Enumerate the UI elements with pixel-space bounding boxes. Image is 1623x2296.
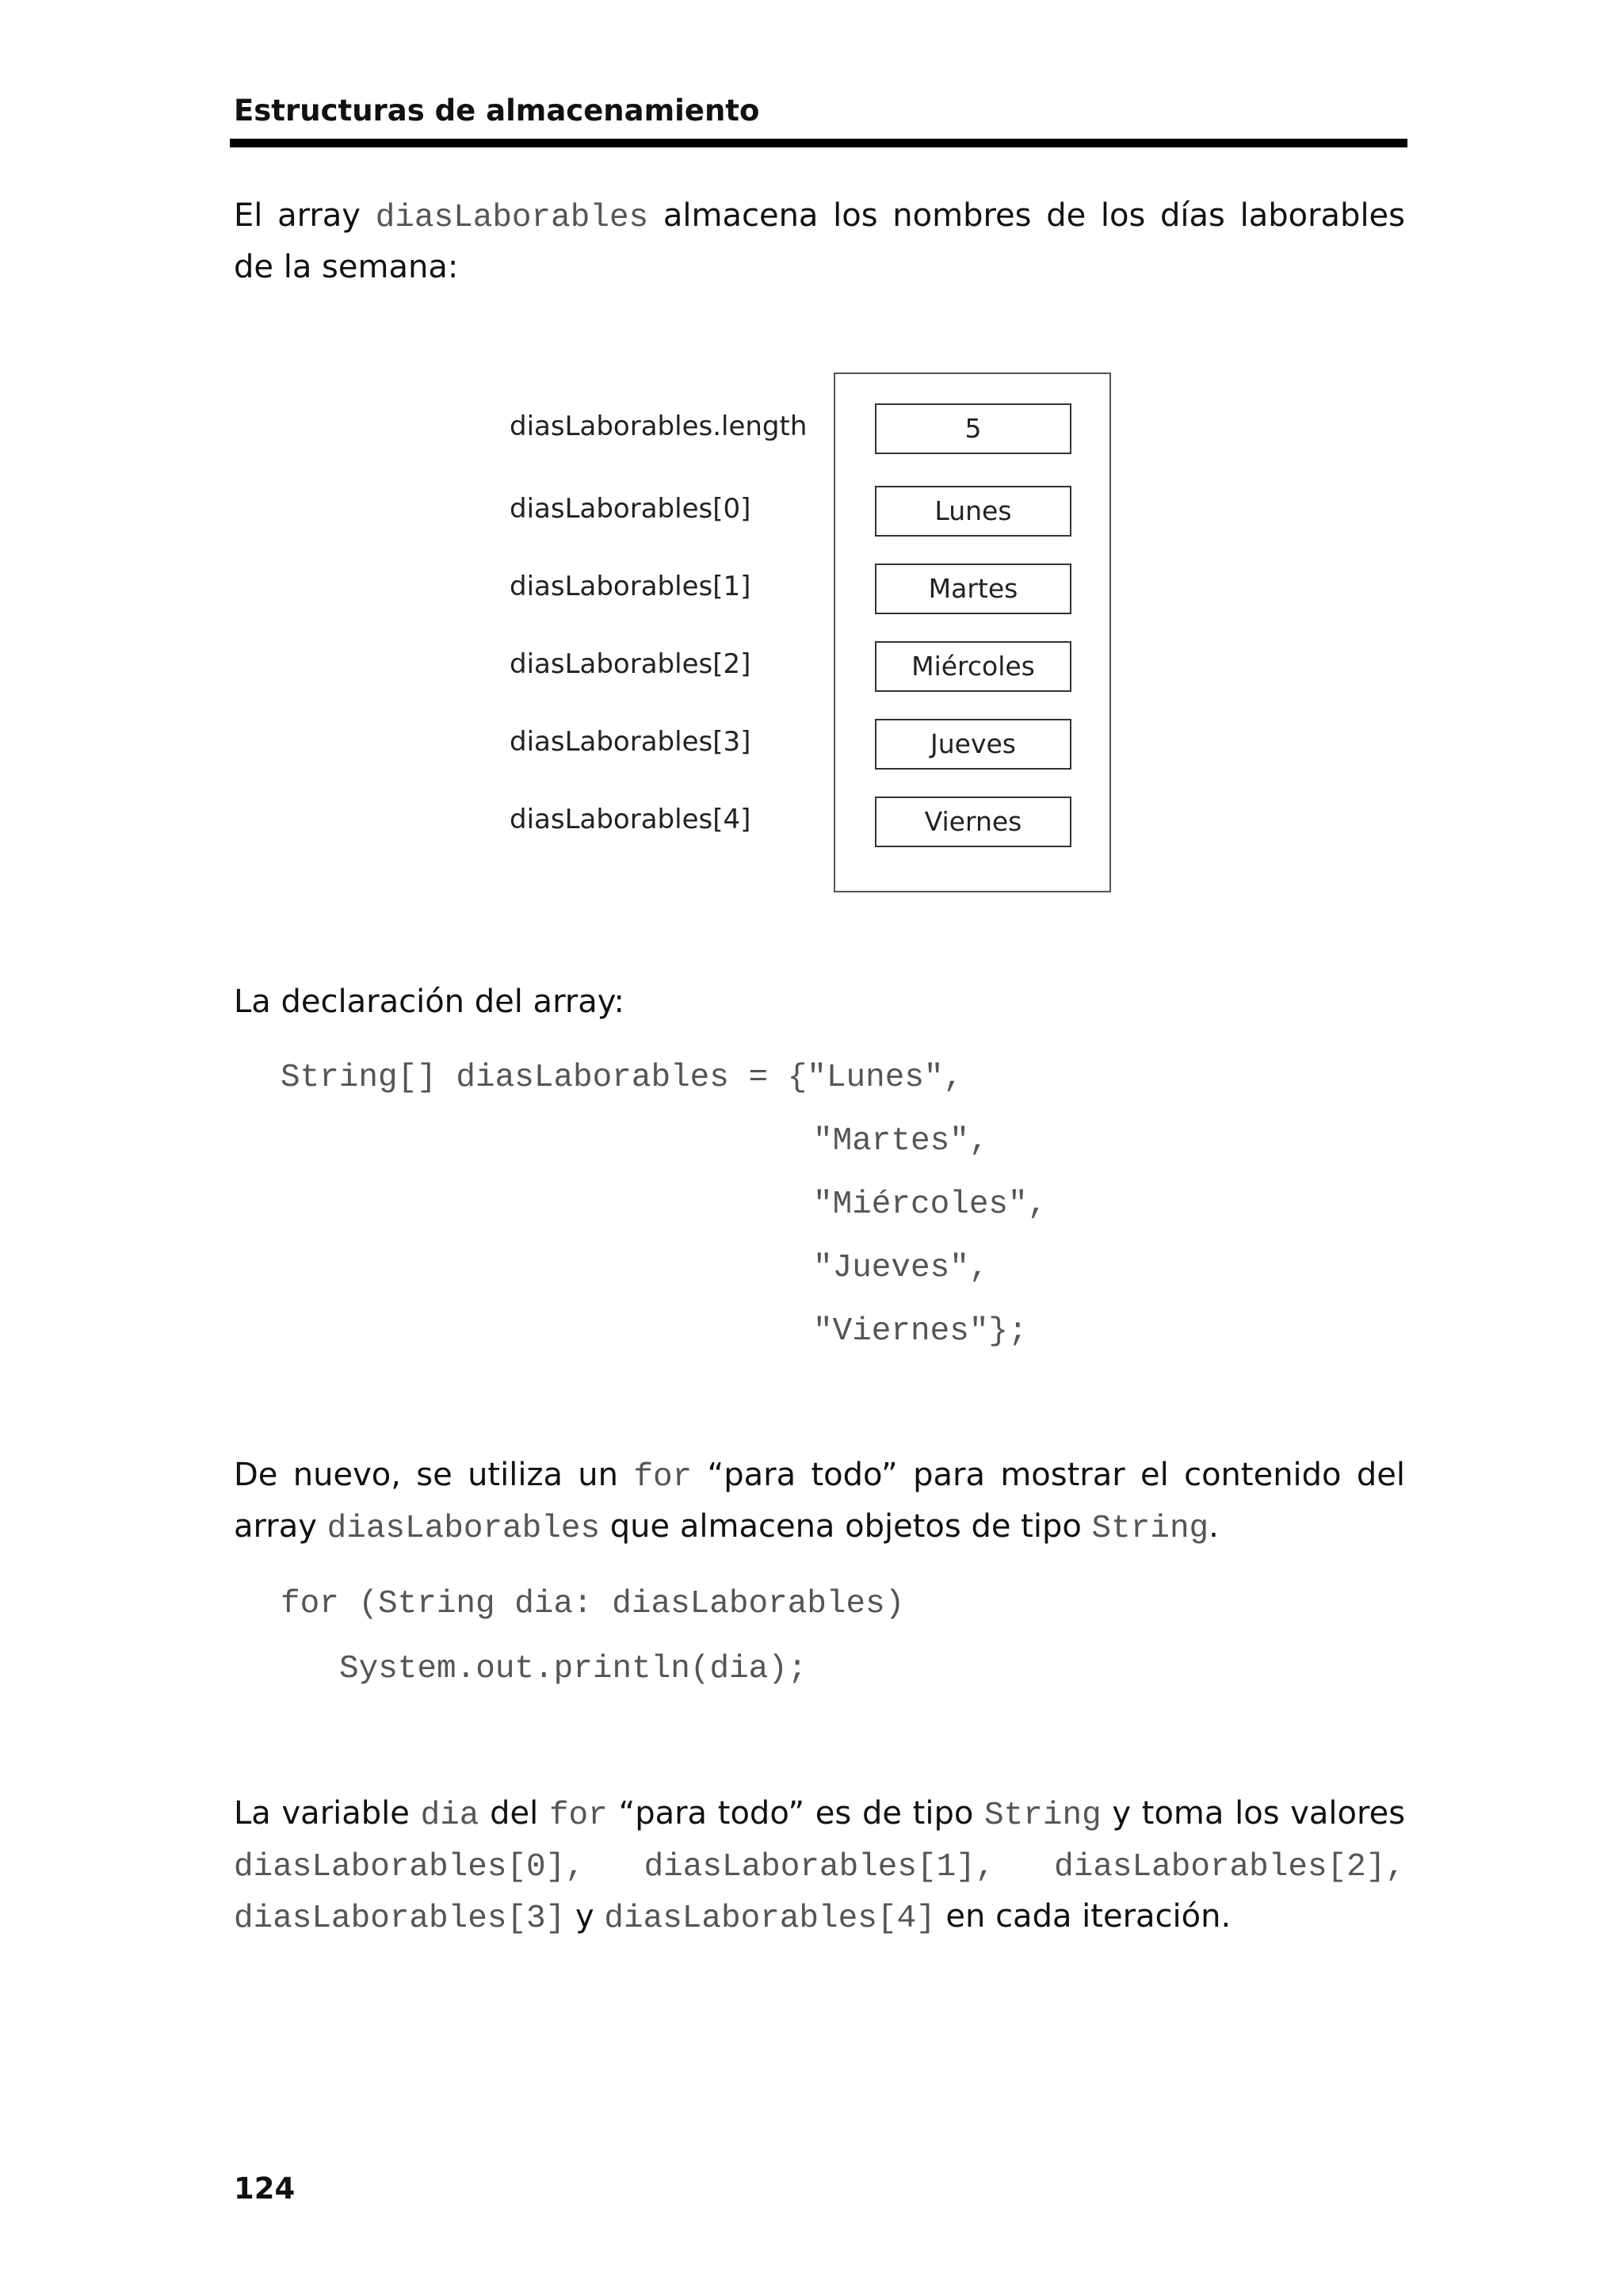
diagram-row-cell: Lunes <box>875 486 1071 537</box>
foreach-code-3: String <box>1091 1511 1209 1547</box>
variable-text-6: en cada iteración. <box>935 1898 1232 1935</box>
foreach-text-1: De nuevo, se utiliza un <box>234 1457 634 1493</box>
diagram-row-cell: Miércoles <box>875 641 1071 692</box>
foreach-paragraph <box>234 1450 1405 1553</box>
running-header: Estructuras de almacenamiento <box>234 94 760 128</box>
diagram-length-cell: 5 <box>875 403 1071 454</box>
variable-text-2: del <box>479 1795 549 1832</box>
diagram-row-label: diasLaborables[3] <box>510 726 751 758</box>
page-number: 124 <box>234 2172 296 2206</box>
intro-code-var: diasLaborables <box>375 200 649 236</box>
code-line: "Martes", <box>813 1123 989 1159</box>
variable-code-5: diasLaborables[1], <box>643 1849 995 1885</box>
variable-code-4: diasLaborables[0], <box>234 1849 585 1885</box>
diagram-row-label: diasLaborables[4] <box>510 804 751 835</box>
variable-text-1: La variable <box>234 1795 421 1832</box>
intro-text-after: almacena los nombres de los días laborables de la semana: <box>234 197 1406 285</box>
declaration-intro: La declaración del array: <box>234 984 625 1020</box>
intro-paragraph <box>234 191 1405 292</box>
variable-code-8: diasLaborables[4] <box>604 1901 936 1937</box>
variable-code-6: diasLaborables[2], <box>1054 1849 1405 1885</box>
code-line: System.out.println(dia); <box>339 1651 808 1687</box>
header-rule <box>230 139 1407 147</box>
diagram-row-cell: Martes <box>875 563 1071 614</box>
code-line: String[] diasLaborables = {"Lunes", <box>281 1060 964 1096</box>
code-line: for (String dia: diasLaborables) <box>281 1586 905 1622</box>
foreach-code-1: for <box>633 1459 693 1496</box>
diagram-row-label: diasLaborables[1] <box>510 571 751 602</box>
variable-code-1: dia <box>420 1797 479 1834</box>
variable-text-5: y <box>565 1898 605 1935</box>
foreach-text-2: “para todo” para mostrar el contenido del array <box>234 1457 1405 1545</box>
variable-code-7: diasLaborables[3] <box>234 1901 566 1937</box>
foreach-code-2: diasLaborables <box>327 1511 601 1547</box>
variable-text-4: y toma los valores <box>1101 1795 1406 1832</box>
foreach-text-4: . <box>1209 1508 1219 1545</box>
diagram-length-label: diasLaborables.length <box>510 411 808 442</box>
variable-code-3: String <box>984 1797 1102 1834</box>
diagram-row-label: diasLaborables[0] <box>510 493 751 525</box>
diagram-row-label: diasLaborables[2] <box>510 648 751 680</box>
diagram-row-cell: Viernes <box>875 797 1071 847</box>
variable-paragraph <box>234 1789 1405 1943</box>
code-line: "Viernes"}; <box>813 1313 1028 1350</box>
code-line: "Miércoles", <box>813 1186 1048 1223</box>
intro-text-before: El array <box>234 197 376 234</box>
code-line: "Jueves", <box>813 1250 989 1286</box>
foreach-text-3: que almacena objetos de tipo <box>600 1508 1092 1545</box>
variable-text-3: “para todo” es de tipo <box>607 1795 985 1832</box>
diagram-row-cell: Jueves <box>875 719 1071 770</box>
variable-code-2: for <box>548 1797 608 1834</box>
